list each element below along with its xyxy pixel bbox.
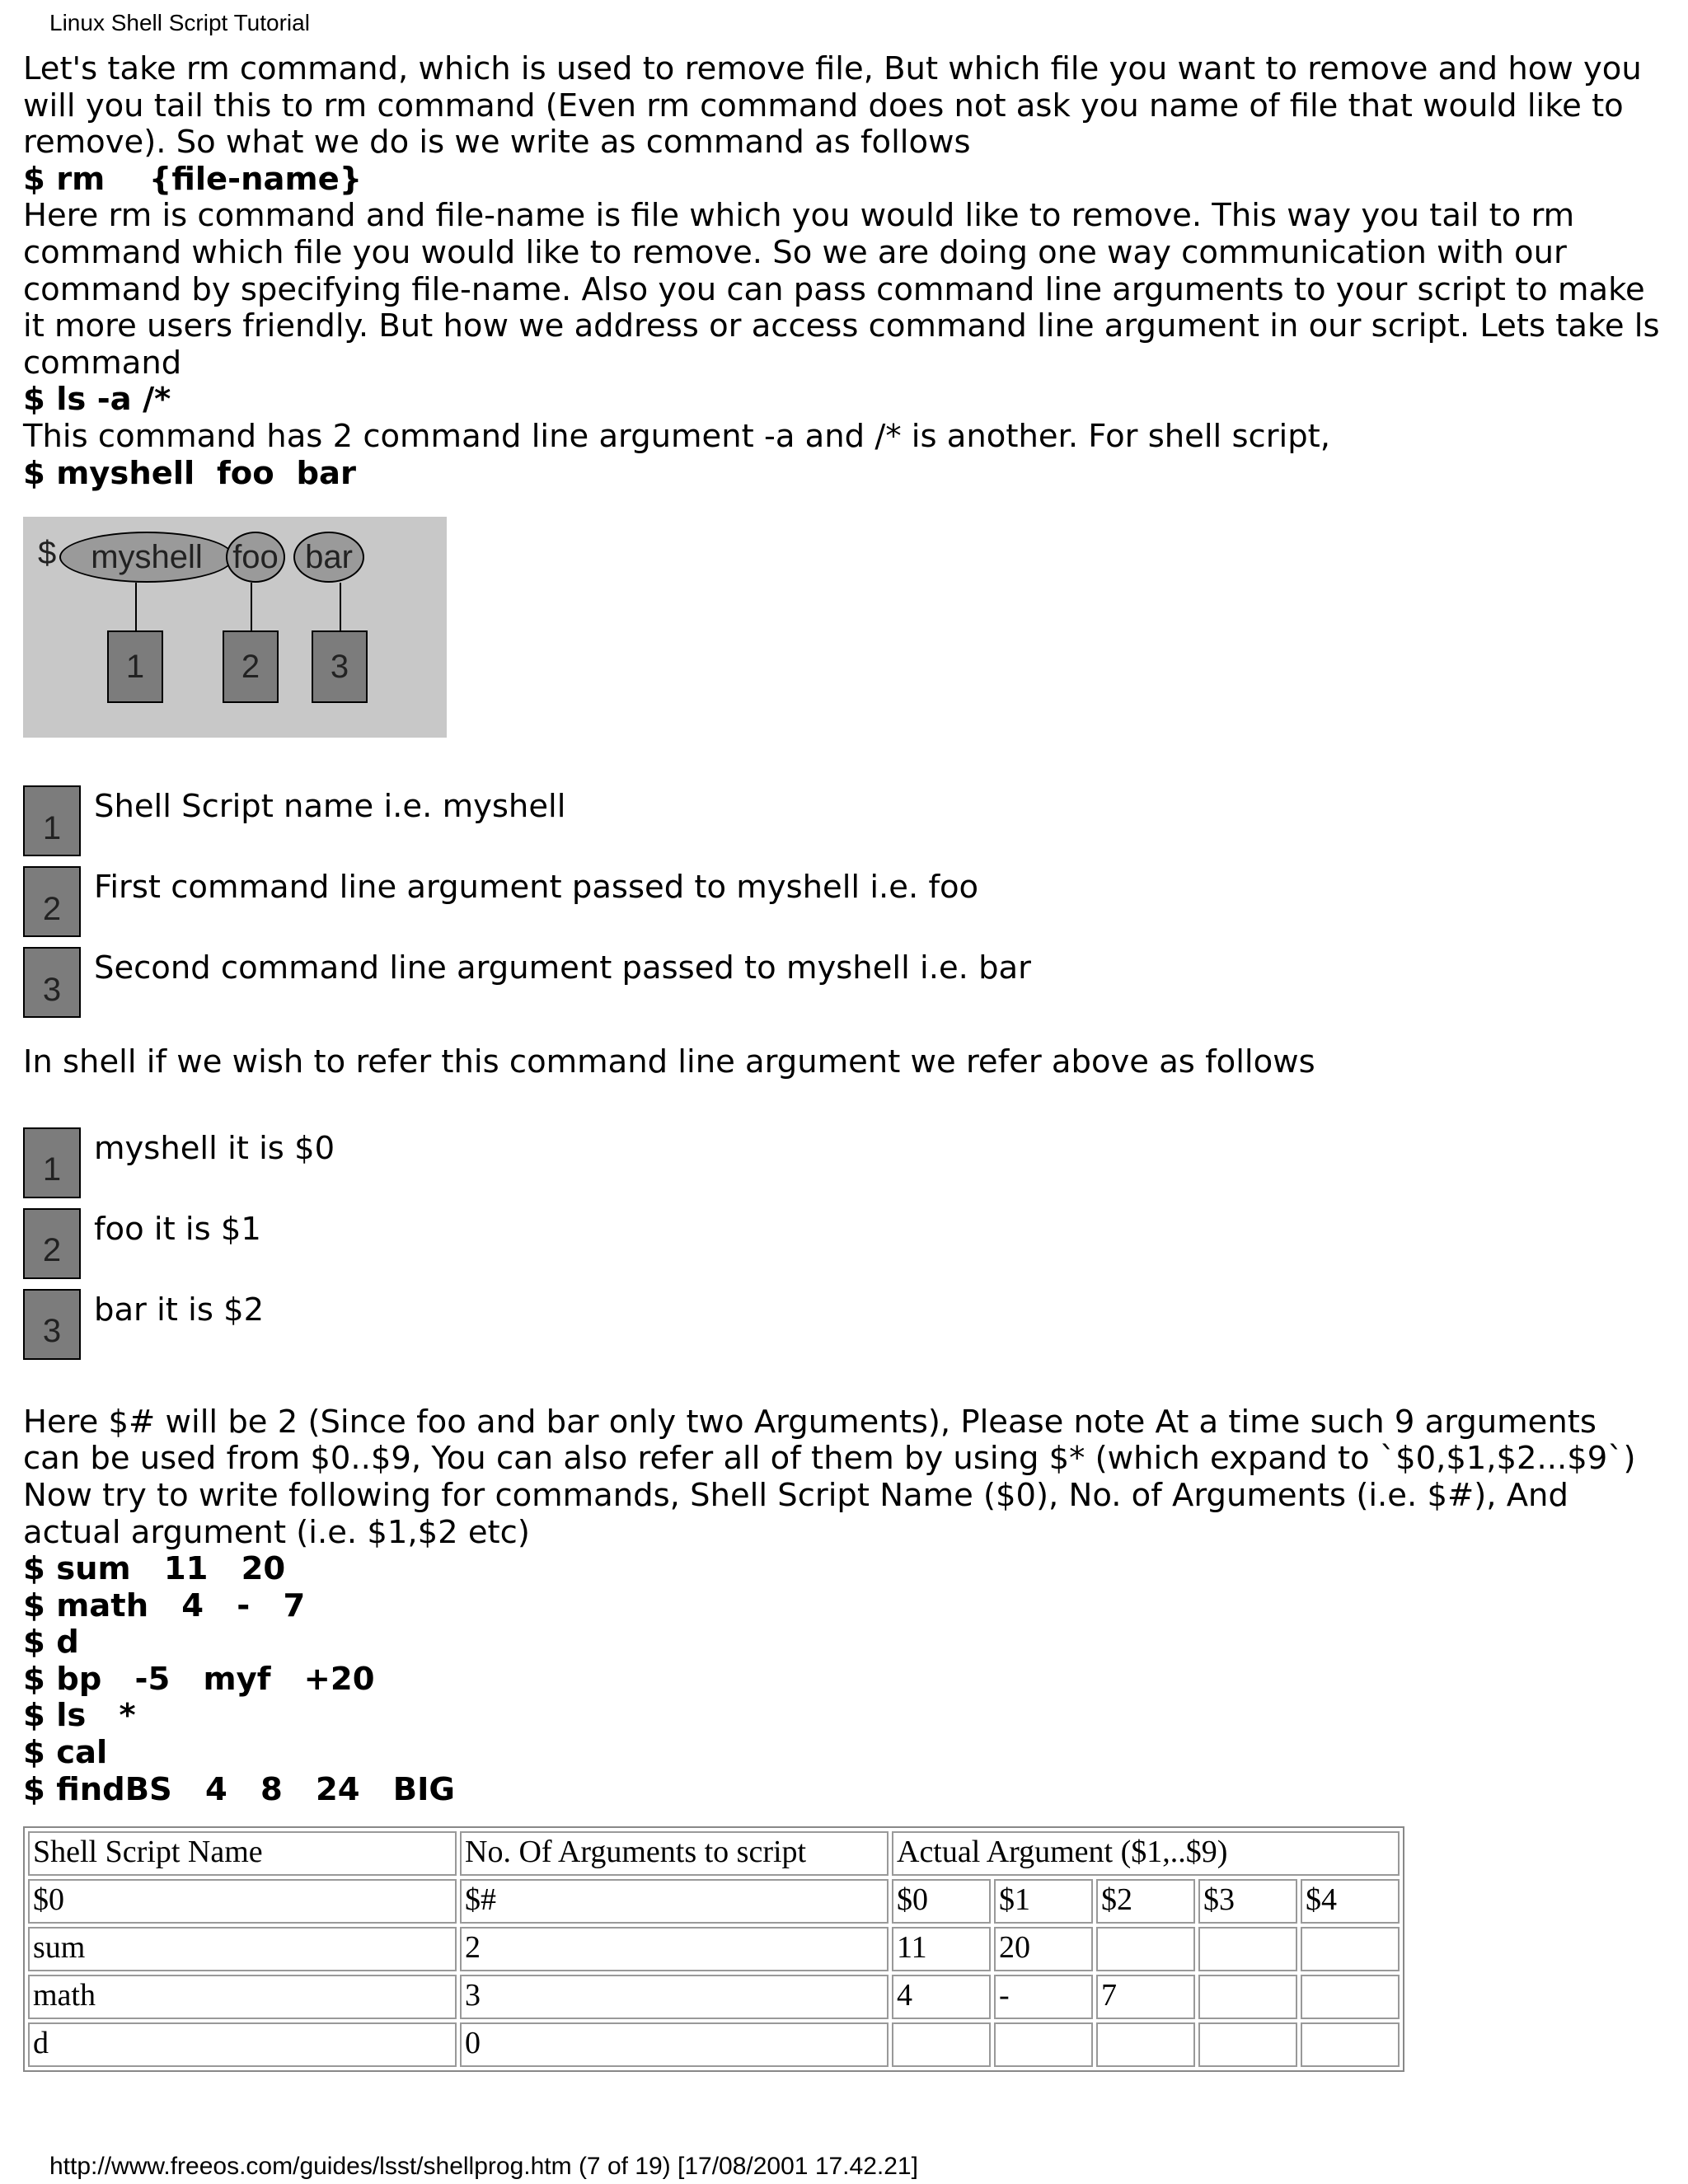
paragraph-dollar-hash: Here $# will be 2 (Since foo and bar only two Arguments), Please note At a time such 9 arguments can be used from $0..$9, You can also refer all of them by using $* (which expand to `$0,$1,$2...$9`) Now try to write following for commands, Shell Script Name ($0), No. of Arguments (i.e. $#), And actual argument (i.e. $1,$2 etc) bbox=[23, 1403, 1636, 1551]
legend-number-box: 3 bbox=[23, 1289, 81, 1360]
table-cell: $2 bbox=[1096, 1879, 1195, 1924]
page-footer-url: http://www.freeos.com/guides/lsst/shellprog.htm (7 of 19) [17/08/2001 17.42.21] bbox=[49, 2153, 918, 2180]
legend-number-box: 3 bbox=[23, 947, 81, 1018]
table-cell: $4 bbox=[1301, 1879, 1400, 1924]
command-ls-star: $ ls * bbox=[23, 1697, 136, 1735]
legend-script-args bbox=[23, 785, 1663, 1028]
table-header-cell: Shell Script Name bbox=[28, 1831, 457, 1876]
legend-number-box: 1 bbox=[23, 785, 81, 856]
table-cell bbox=[1198, 2022, 1297, 2067]
table-subheader-row bbox=[28, 1879, 1400, 1924]
table-cell: 7 bbox=[1096, 1975, 1195, 2019]
table-cell bbox=[892, 2022, 991, 2067]
arguments-table bbox=[23, 1826, 1404, 2072]
paragraph-ls-args: This command has 2 command line argument -a and /* is another. For shell script, bbox=[23, 417, 1331, 455]
command-cal: $ cal bbox=[23, 1734, 108, 1772]
diagram-box-3: 3 bbox=[312, 630, 368, 703]
command-rm: $ rm {file-name} bbox=[23, 160, 363, 198]
table-cell: 4 bbox=[892, 1975, 991, 2019]
table-cell: $3 bbox=[1198, 1879, 1297, 1924]
paragraph-refer-args: In shell if we wish to refer this command line argument we refer above as follows bbox=[23, 1043, 1315, 1081]
legend-item bbox=[23, 1127, 1663, 1208]
diagram-box-1: 1 bbox=[107, 630, 163, 703]
legend-item bbox=[23, 1289, 1663, 1370]
diagram-connector-3 bbox=[340, 583, 341, 630]
table-cell: 11 bbox=[892, 1927, 991, 1971]
table-header-cell: No. Of Arguments to script bbox=[460, 1831, 889, 1876]
table-cell: d bbox=[28, 2022, 457, 2067]
table-cell bbox=[1301, 2022, 1400, 2067]
table-header-row bbox=[28, 1831, 1400, 1876]
table-cell bbox=[1198, 1975, 1297, 2019]
legend-item bbox=[23, 947, 1663, 1028]
diagram-oval-bar: bar bbox=[293, 532, 364, 583]
table-cell: $0 bbox=[28, 1879, 457, 1924]
legend-number-box: 1 bbox=[23, 1127, 81, 1198]
legend-text: myshell it is $0 bbox=[94, 1129, 335, 1167]
table-cell: - bbox=[994, 1975, 1093, 2019]
argument-diagram bbox=[23, 517, 447, 738]
table-row bbox=[28, 1975, 1400, 2019]
command-d: $ d bbox=[23, 1624, 79, 1661]
table-row bbox=[28, 1927, 1400, 1971]
table-cell bbox=[1301, 1927, 1400, 1971]
table-cell bbox=[1096, 1927, 1195, 1971]
command-myshell: $ myshell foo bar bbox=[23, 454, 357, 492]
command-findbs: $ findBS 4 8 24 BIG bbox=[23, 1770, 456, 1808]
command-bp: $ bp -5 myf +20 bbox=[23, 1660, 375, 1698]
diagram-connector-2 bbox=[251, 583, 252, 630]
page-header-title: Linux Shell Script Tutorial bbox=[49, 10, 310, 35]
document-body bbox=[23, 51, 1663, 1808]
legend-item bbox=[23, 1208, 1663, 1289]
table-cell bbox=[1301, 1975, 1400, 2019]
legend-number-box: 2 bbox=[23, 1208, 81, 1279]
command-ls: $ ls -a /* bbox=[23, 381, 171, 419]
table-cell bbox=[994, 2022, 1093, 2067]
diagram-dollar: $ bbox=[38, 535, 57, 572]
legend-text: foo it is $1 bbox=[94, 1210, 261, 1248]
table-cell: 3 bbox=[460, 1975, 889, 2019]
command-math: $ math 4 - 7 bbox=[23, 1586, 306, 1624]
table-cell: $0 bbox=[892, 1879, 991, 1924]
table-cell: 0 bbox=[460, 2022, 889, 2067]
legend-text: Second command line argument passed to myshell i.e. bar bbox=[94, 949, 1031, 987]
table-cell: $1 bbox=[994, 1879, 1093, 1924]
command-sum: $ sum 11 20 bbox=[23, 1550, 286, 1588]
table-cell: $# bbox=[460, 1879, 889, 1924]
diagram-oval-foo: foo bbox=[226, 532, 285, 583]
diagram-box-2: 2 bbox=[223, 630, 279, 703]
legend-text: Shell Script name i.e. myshell bbox=[94, 788, 566, 826]
legend-text: bar it is $2 bbox=[94, 1291, 265, 1329]
legend-text: First command line argument passed to myshell i.e. foo bbox=[94, 869, 979, 907]
legend-dollar-vars bbox=[23, 1127, 1663, 1370]
table-cell: 20 bbox=[994, 1927, 1093, 1971]
diagram-connector-1 bbox=[135, 583, 137, 630]
diagram-oval-myshell: myshell bbox=[59, 532, 234, 583]
legend-number-box: 2 bbox=[23, 866, 81, 937]
table-cell: 2 bbox=[460, 1927, 889, 1971]
table-header-cell: Actual Argument ($1,..$9) bbox=[892, 1831, 1400, 1876]
legend-item bbox=[23, 785, 1663, 866]
table-cell bbox=[1096, 2022, 1195, 2067]
table-row bbox=[28, 2022, 1400, 2067]
paragraph-rm-explain: Here rm is command and file-name is file which you would like to remove. This way you tail to rm command which file you would like to remove. So we are doing one way communication with our command by specifying file-name. Also you can pass command line arguments to your script to make it more users friendly. But how we address or access command line argument in our script. Lets take ls command bbox=[23, 197, 1660, 382]
table-cell: math bbox=[28, 1975, 457, 2019]
table-cell bbox=[1198, 1927, 1297, 1971]
paragraph-rm-intro: Let's take rm command, which is used to remove file, But which file you want to remove and how you will you tail this to rm command (Even rm command does not ask you name of file that would like to remove). So what we do is we write as command as follows bbox=[23, 50, 1642, 162]
table-cell: sum bbox=[28, 1927, 457, 1971]
legend-item bbox=[23, 866, 1663, 947]
